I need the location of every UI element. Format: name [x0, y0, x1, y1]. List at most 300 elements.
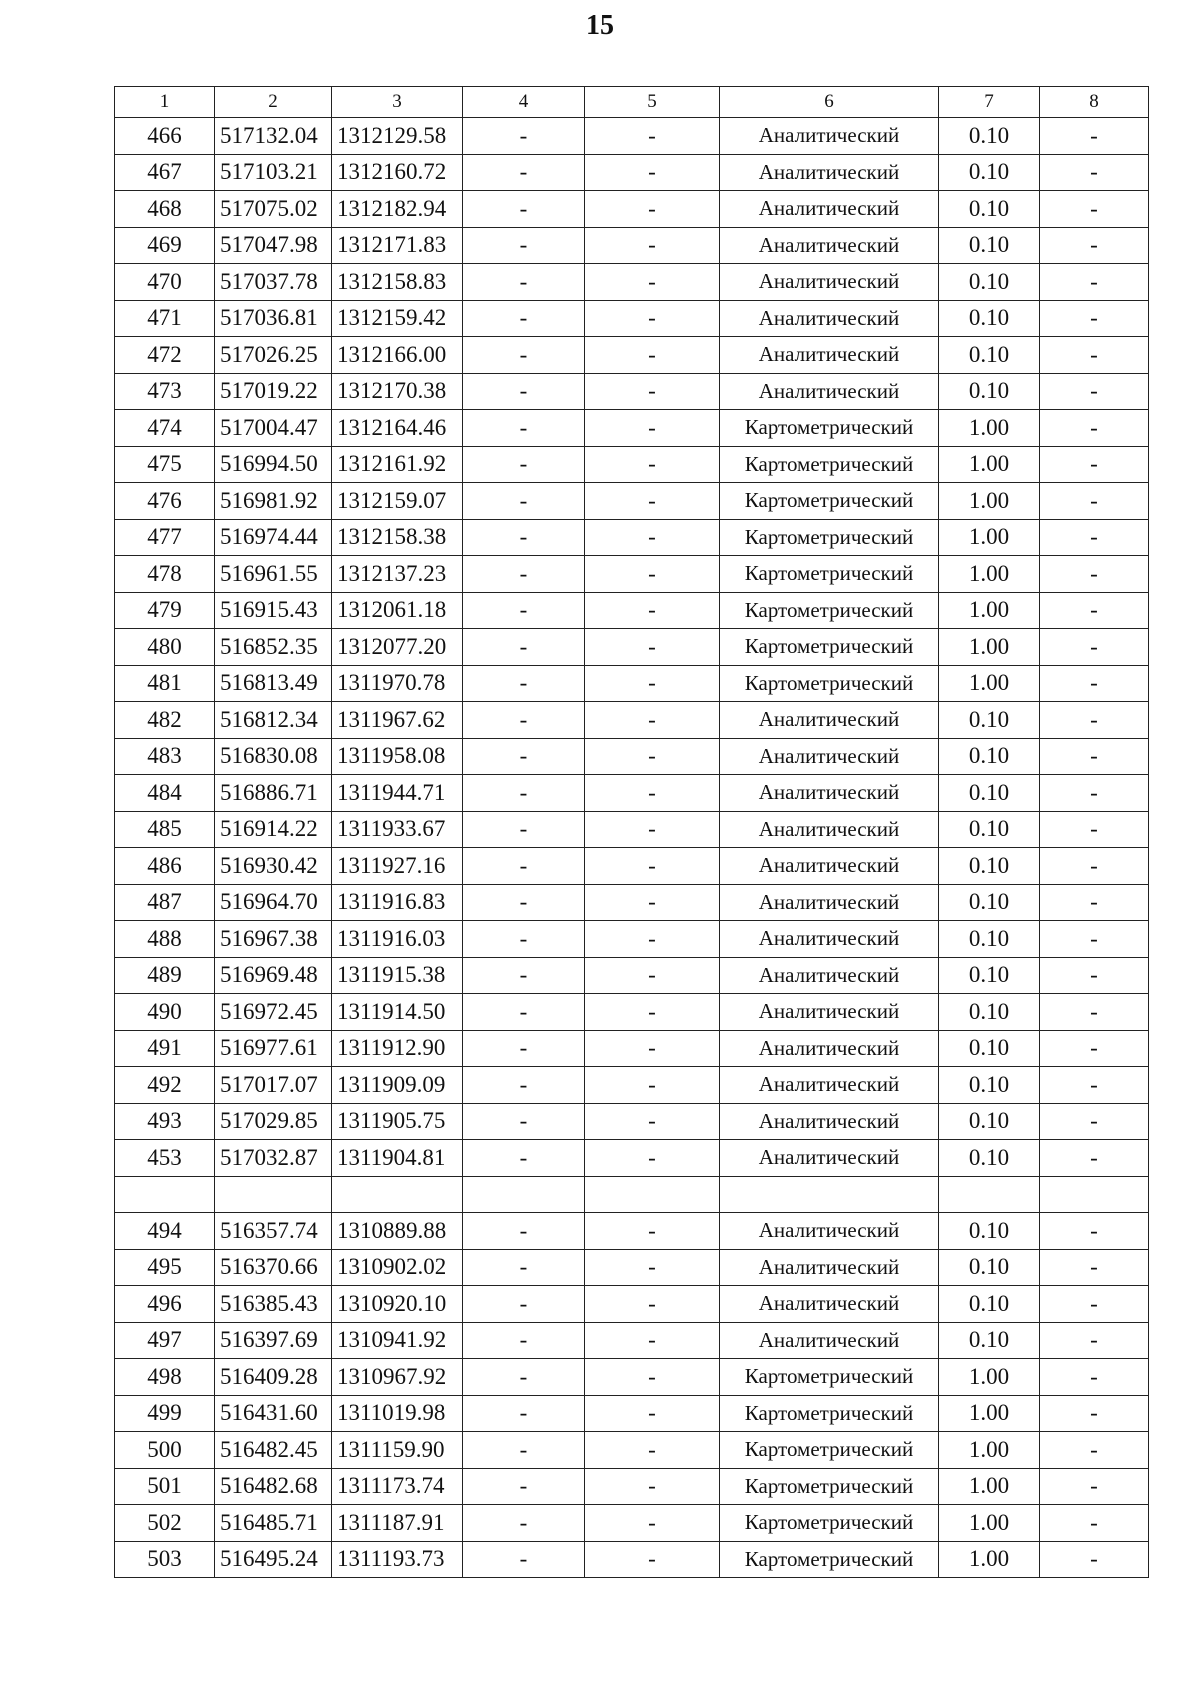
column-header-x: 2: [215, 87, 332, 118]
method-cell: Аналитический: [720, 1249, 939, 1286]
y-coordinate-cell: 1310941.92: [332, 1322, 463, 1359]
column-5-cell: -: [585, 1286, 720, 1323]
column-4-cell: -: [463, 556, 585, 593]
column-header-4: 4: [463, 87, 585, 118]
table-row: [115, 1286, 1149, 1323]
accuracy-cell: 0.10: [939, 738, 1040, 775]
column-8-cell: -: [1040, 1541, 1149, 1578]
column-5-cell: -: [585, 337, 720, 374]
column-5-cell: -: [585, 1103, 720, 1140]
column-4-cell: -: [463, 519, 585, 556]
x-coordinate-cell: 516357.74: [215, 1213, 332, 1250]
point-number-cell: 486: [115, 848, 215, 885]
column-5-cell: -: [585, 921, 720, 958]
column-5-cell: -: [585, 884, 720, 921]
y-coordinate-cell: 1311909.09: [332, 1067, 463, 1104]
method-cell: Картометрический: [720, 410, 939, 447]
table-row: [115, 738, 1149, 775]
y-coordinate-cell: 1311916.03: [332, 921, 463, 958]
column-8-cell: -: [1040, 1432, 1149, 1469]
accuracy-cell: 0.10: [939, 300, 1040, 337]
table-row: [115, 665, 1149, 702]
y-coordinate-cell: 1312158.38: [332, 519, 463, 556]
accuracy-cell: 0.10: [939, 921, 1040, 958]
column-8-cell: [1040, 1176, 1149, 1213]
column-8-cell: -: [1040, 1140, 1149, 1177]
method-cell: Аналитический: [720, 337, 939, 374]
method-cell: Аналитический: [720, 702, 939, 739]
accuracy-cell: 1.00: [939, 1468, 1040, 1505]
column-5-cell: -: [585, 446, 720, 483]
method-cell: Картометрический: [720, 592, 939, 629]
header-row: [115, 87, 1149, 118]
x-coordinate-cell: 516977.61: [215, 1030, 332, 1067]
x-coordinate-cell: 516812.34: [215, 702, 332, 739]
accuracy-cell: 0.10: [939, 1322, 1040, 1359]
column-8-cell: -: [1040, 665, 1149, 702]
accuracy-cell: 0.10: [939, 1249, 1040, 1286]
column-5-cell: -: [585, 994, 720, 1031]
accuracy-cell: 1.00: [939, 483, 1040, 520]
column-8-cell: -: [1040, 483, 1149, 520]
y-coordinate-cell: 1312166.00: [332, 337, 463, 374]
accuracy-cell: 0.10: [939, 373, 1040, 410]
point-number-cell: 495: [115, 1249, 215, 1286]
column-4-cell: -: [463, 154, 585, 191]
column-4-cell: -: [463, 410, 585, 447]
column-8-cell: -: [1040, 118, 1149, 155]
table-row: [115, 1541, 1149, 1578]
point-number-cell: 468: [115, 191, 215, 228]
x-coordinate-cell: 516914.22: [215, 811, 332, 848]
point-number-cell: 488: [115, 921, 215, 958]
column-8-cell: -: [1040, 446, 1149, 483]
y-coordinate-cell: 1311927.16: [332, 848, 463, 885]
y-coordinate-cell: 1312077.20: [332, 629, 463, 666]
point-number-cell: 482: [115, 702, 215, 739]
point-number-cell: 478: [115, 556, 215, 593]
point-number-cell: 501: [115, 1468, 215, 1505]
point-number-cell: 472: [115, 337, 215, 374]
method-cell: Аналитический: [720, 775, 939, 812]
x-coordinate-cell: 516972.45: [215, 994, 332, 1031]
x-coordinate-cell: 517075.02: [215, 191, 332, 228]
method-cell: Картометрический: [720, 665, 939, 702]
y-coordinate-cell: 1311193.73: [332, 1541, 463, 1578]
column-header-5: 5: [585, 87, 720, 118]
column-5-cell: -: [585, 957, 720, 994]
y-coordinate-cell: 1310889.88: [332, 1213, 463, 1250]
column-5-cell: -: [585, 1030, 720, 1067]
point-number-cell: 476: [115, 483, 215, 520]
column-8-cell: -: [1040, 1395, 1149, 1432]
column-8-cell: -: [1040, 337, 1149, 374]
y-coordinate-cell: 1311967.62: [332, 702, 463, 739]
x-coordinate-cell: 517036.81: [215, 300, 332, 337]
column-8-cell: -: [1040, 191, 1149, 228]
column-4-cell: -: [463, 300, 585, 337]
y-coordinate-cell: 1312171.83: [332, 227, 463, 264]
table-row: [115, 1213, 1149, 1250]
table-row: [115, 410, 1149, 447]
table-row: [115, 994, 1149, 1031]
column-8-cell: -: [1040, 264, 1149, 301]
y-coordinate-cell: 1311933.67: [332, 811, 463, 848]
column-8-cell: -: [1040, 1249, 1149, 1286]
table-body: [115, 118, 1149, 1578]
column-4-cell: -: [463, 446, 585, 483]
column-5-cell: -: [585, 775, 720, 812]
method-cell: Картометрический: [720, 519, 939, 556]
column-4-cell: -: [463, 1359, 585, 1396]
accuracy-cell: 1.00: [939, 629, 1040, 666]
column-5-cell: -: [585, 738, 720, 775]
point-number-cell: 466: [115, 118, 215, 155]
method-cell: Аналитический: [720, 227, 939, 264]
point-number-cell: 496: [115, 1286, 215, 1323]
x-coordinate-cell: 516930.42: [215, 848, 332, 885]
x-coordinate-cell: 516967.38: [215, 921, 332, 958]
y-coordinate-cell: 1310902.02: [332, 1249, 463, 1286]
table-row: [115, 1322, 1149, 1359]
table-row: [115, 921, 1149, 958]
y-coordinate-cell: 1312170.38: [332, 373, 463, 410]
method-cell: Картометрический: [720, 629, 939, 666]
point-number-cell: 473: [115, 373, 215, 410]
table-row: [115, 1030, 1149, 1067]
point-number-cell: 492: [115, 1067, 215, 1104]
y-coordinate-cell: 1312161.92: [332, 446, 463, 483]
column-5-cell: -: [585, 665, 720, 702]
point-number-cell: 483: [115, 738, 215, 775]
column-4-cell: -: [463, 702, 585, 739]
coordinates-table: [114, 86, 1149, 1578]
x-coordinate-cell: 516969.48: [215, 957, 332, 994]
x-coordinate-cell: 516813.49: [215, 665, 332, 702]
point-number-cell: 481: [115, 665, 215, 702]
y-coordinate-cell: 1310967.92: [332, 1359, 463, 1396]
column-4-cell: -: [463, 629, 585, 666]
x-coordinate-cell: 516385.43: [215, 1286, 332, 1323]
y-coordinate-cell: 1312159.07: [332, 483, 463, 520]
point-number-cell: 502: [115, 1505, 215, 1542]
column-8-cell: -: [1040, 1468, 1149, 1505]
y-coordinate-cell: 1312129.58: [332, 118, 463, 155]
y-coordinate-cell: 1311944.71: [332, 775, 463, 812]
column-8-cell: -: [1040, 811, 1149, 848]
x-coordinate-cell: 516482.68: [215, 1468, 332, 1505]
column-header-y: 3: [332, 87, 463, 118]
x-coordinate-cell: 516974.44: [215, 519, 332, 556]
accuracy-cell: 0.10: [939, 1286, 1040, 1323]
column-8-cell: -: [1040, 702, 1149, 739]
accuracy-cell: 0.10: [939, 337, 1040, 374]
method-cell: Картометрический: [720, 1359, 939, 1396]
y-coordinate-cell: 1312137.23: [332, 556, 463, 593]
x-coordinate-cell: 517132.04: [215, 118, 332, 155]
column-4-cell: -: [463, 884, 585, 921]
column-5-cell: -: [585, 702, 720, 739]
x-coordinate-cell: 516495.24: [215, 1541, 332, 1578]
column-8-cell: -: [1040, 410, 1149, 447]
x-coordinate-cell: 516915.43: [215, 592, 332, 629]
point-number-cell: 475: [115, 446, 215, 483]
column-4-cell: -: [463, 1286, 585, 1323]
point-number-cell: 493: [115, 1103, 215, 1140]
column-5-cell: -: [585, 227, 720, 264]
accuracy-cell: 0.10: [939, 191, 1040, 228]
point-number-cell: 498: [115, 1359, 215, 1396]
column-4-cell: -: [463, 921, 585, 958]
column-5-cell: -: [585, 811, 720, 848]
column-8-cell: -: [1040, 957, 1149, 994]
x-coordinate-cell: 516830.08: [215, 738, 332, 775]
table-row: [115, 154, 1149, 191]
method-cell: Аналитический: [720, 1286, 939, 1323]
column-5-cell: -: [585, 1505, 720, 1542]
method-cell: Аналитический: [720, 811, 939, 848]
accuracy-cell: 0.10: [939, 118, 1040, 155]
table-row: [115, 884, 1149, 921]
method-cell: Картометрический: [720, 556, 939, 593]
column-8-cell: -: [1040, 629, 1149, 666]
y-coordinate-cell: 1312061.18: [332, 592, 463, 629]
column-8-cell: -: [1040, 1505, 1149, 1542]
point-number-cell: 497: [115, 1322, 215, 1359]
table-row: [115, 811, 1149, 848]
x-coordinate-cell: 517004.47: [215, 410, 332, 447]
column-5-cell: -: [585, 410, 720, 447]
column-header-method: 6: [720, 87, 939, 118]
column-8-cell: -: [1040, 1322, 1149, 1359]
y-coordinate-cell: 1311916.83: [332, 884, 463, 921]
point-number-cell: 484: [115, 775, 215, 812]
point-number-cell: 467: [115, 154, 215, 191]
point-number-cell: 487: [115, 884, 215, 921]
x-coordinate-cell: 516852.35: [215, 629, 332, 666]
column-5-cell: -: [585, 300, 720, 337]
method-cell: Аналитический: [720, 300, 939, 337]
method-cell: Аналитический: [720, 191, 939, 228]
column-4-cell: -: [463, 1541, 585, 1578]
accuracy-cell: 0.10: [939, 848, 1040, 885]
x-coordinate-cell: 516409.28: [215, 1359, 332, 1396]
column-5-cell: -: [585, 592, 720, 629]
method-cell: Аналитический: [720, 921, 939, 958]
table-row: [115, 592, 1149, 629]
column-4-cell: -: [463, 848, 585, 885]
table-row: [115, 337, 1149, 374]
x-coordinate-cell: [215, 1176, 332, 1213]
x-coordinate-cell: 517019.22: [215, 373, 332, 410]
x-coordinate-cell: 516886.71: [215, 775, 332, 812]
column-8-cell: -: [1040, 592, 1149, 629]
y-coordinate-cell: 1311905.75: [332, 1103, 463, 1140]
accuracy-cell: 0.10: [939, 1140, 1040, 1177]
column-header-8: 8: [1040, 87, 1149, 118]
x-coordinate-cell: 517032.87: [215, 1140, 332, 1177]
accuracy-cell: 0.10: [939, 1213, 1040, 1250]
point-number-cell: 471: [115, 300, 215, 337]
column-4-cell: -: [463, 264, 585, 301]
method-cell: Аналитический: [720, 1030, 939, 1067]
y-coordinate-cell: 1311970.78: [332, 665, 463, 702]
column-4-cell: -: [463, 1322, 585, 1359]
method-cell: Аналитический: [720, 1067, 939, 1104]
column-8-cell: -: [1040, 994, 1149, 1031]
table-row: [115, 300, 1149, 337]
accuracy-cell: 1.00: [939, 1432, 1040, 1469]
method-cell: Аналитический: [720, 738, 939, 775]
point-number-cell: 500: [115, 1432, 215, 1469]
point-number-cell: 453: [115, 1140, 215, 1177]
x-coordinate-cell: 517029.85: [215, 1103, 332, 1140]
table-row: [115, 1249, 1149, 1286]
column-8-cell: -: [1040, 884, 1149, 921]
column-4-cell: [463, 1176, 585, 1213]
column-8-cell: -: [1040, 519, 1149, 556]
x-coordinate-cell: 516431.60: [215, 1395, 332, 1432]
column-4-cell: -: [463, 483, 585, 520]
accuracy-cell: 1.00: [939, 556, 1040, 593]
accuracy-cell: 1.00: [939, 410, 1040, 447]
y-coordinate-cell: 1311019.98: [332, 1395, 463, 1432]
column-8-cell: -: [1040, 227, 1149, 264]
y-coordinate-cell: 1312160.72: [332, 154, 463, 191]
y-coordinate-cell: 1312158.83: [332, 264, 463, 301]
column-4-cell: -: [463, 118, 585, 155]
column-4-cell: -: [463, 994, 585, 1031]
column-5-cell: -: [585, 848, 720, 885]
method-cell: Аналитический: [720, 154, 939, 191]
column-5-cell: -: [585, 556, 720, 593]
accuracy-cell: 0.10: [939, 811, 1040, 848]
column-5-cell: -: [585, 1140, 720, 1177]
table-row: [115, 519, 1149, 556]
x-coordinate-cell: 517017.07: [215, 1067, 332, 1104]
point-number-cell: 479: [115, 592, 215, 629]
column-8-cell: -: [1040, 1213, 1149, 1250]
point-number-cell: 485: [115, 811, 215, 848]
table-row: [115, 1468, 1149, 1505]
table-row: [115, 1176, 1149, 1213]
table-row: [115, 1140, 1149, 1177]
column-5-cell: -: [585, 191, 720, 228]
method-cell: Картометрический: [720, 483, 939, 520]
method-cell: Картометрический: [720, 1505, 939, 1542]
column-4-cell: -: [463, 191, 585, 228]
method-cell: Картометрический: [720, 1541, 939, 1578]
accuracy-cell: 0.10: [939, 1067, 1040, 1104]
y-coordinate-cell: 1311904.81: [332, 1140, 463, 1177]
y-coordinate-cell: 1311914.50: [332, 994, 463, 1031]
method-cell: Аналитический: [720, 957, 939, 994]
table-row: [115, 629, 1149, 666]
y-coordinate-cell: 1311915.38: [332, 957, 463, 994]
column-4-cell: -: [463, 1468, 585, 1505]
y-coordinate-cell: 1311958.08: [332, 738, 463, 775]
column-4-cell: -: [463, 1030, 585, 1067]
method-cell: Картометрический: [720, 1468, 939, 1505]
column-4-cell: -: [463, 227, 585, 264]
point-number-cell: 490: [115, 994, 215, 1031]
y-coordinate-cell: 1312159.42: [332, 300, 463, 337]
method-cell: Аналитический: [720, 884, 939, 921]
table-row: [115, 118, 1149, 155]
point-number-cell: 470: [115, 264, 215, 301]
column-8-cell: -: [1040, 1067, 1149, 1104]
column-5-cell: -: [585, 1395, 720, 1432]
column-4-cell: -: [463, 1213, 585, 1250]
method-cell: Аналитический: [720, 1322, 939, 1359]
column-5-cell: -: [585, 1067, 720, 1104]
column-8-cell: -: [1040, 373, 1149, 410]
point-number-cell: 477: [115, 519, 215, 556]
column-5-cell: -: [585, 1541, 720, 1578]
column-8-cell: -: [1040, 154, 1149, 191]
table-row: [115, 1505, 1149, 1542]
accuracy-cell: 0.10: [939, 264, 1040, 301]
accuracy-cell: [939, 1176, 1040, 1213]
method-cell: Картометрический: [720, 446, 939, 483]
y-coordinate-cell: 1311159.90: [332, 1432, 463, 1469]
x-coordinate-cell: 517047.98: [215, 227, 332, 264]
table-row: [115, 1067, 1149, 1104]
column-4-cell: -: [463, 1103, 585, 1140]
point-number-cell: 469: [115, 227, 215, 264]
x-coordinate-cell: 516981.92: [215, 483, 332, 520]
x-coordinate-cell: 517026.25: [215, 337, 332, 374]
column-4-cell: -: [463, 337, 585, 374]
column-header-accuracy: 7: [939, 87, 1040, 118]
method-cell: [720, 1176, 939, 1213]
point-number-cell: 499: [115, 1395, 215, 1432]
column-8-cell: -: [1040, 775, 1149, 812]
accuracy-cell: 1.00: [939, 592, 1040, 629]
column-4-cell: -: [463, 665, 585, 702]
column-8-cell: -: [1040, 556, 1149, 593]
table-row: [115, 373, 1149, 410]
column-5-cell: -: [585, 519, 720, 556]
accuracy-cell: 0.10: [939, 884, 1040, 921]
x-coordinate-cell: 516994.50: [215, 446, 332, 483]
x-coordinate-cell: 516961.55: [215, 556, 332, 593]
column-5-cell: -: [585, 154, 720, 191]
point-number-cell: 474: [115, 410, 215, 447]
column-4-cell: -: [463, 1432, 585, 1469]
column-4-cell: -: [463, 1140, 585, 1177]
accuracy-cell: 0.10: [939, 1103, 1040, 1140]
y-coordinate-cell: 1312182.94: [332, 191, 463, 228]
point-number-cell: [115, 1176, 215, 1213]
method-cell: Картометрический: [720, 1395, 939, 1432]
point-number-cell: 480: [115, 629, 215, 666]
x-coordinate-cell: 516370.66: [215, 1249, 332, 1286]
column-8-cell: -: [1040, 1286, 1149, 1323]
y-coordinate-cell: 1310920.10: [332, 1286, 463, 1323]
table-row: [115, 483, 1149, 520]
column-5-cell: -: [585, 1322, 720, 1359]
accuracy-cell: 0.10: [939, 957, 1040, 994]
accuracy-cell: 1.00: [939, 1395, 1040, 1432]
column-5-cell: -: [585, 1249, 720, 1286]
column-8-cell: -: [1040, 848, 1149, 885]
method-cell: Аналитический: [720, 373, 939, 410]
page-number: 15: [586, 10, 614, 41]
x-coordinate-cell: 516397.69: [215, 1322, 332, 1359]
column-5-cell: -: [585, 483, 720, 520]
table-row: [115, 446, 1149, 483]
